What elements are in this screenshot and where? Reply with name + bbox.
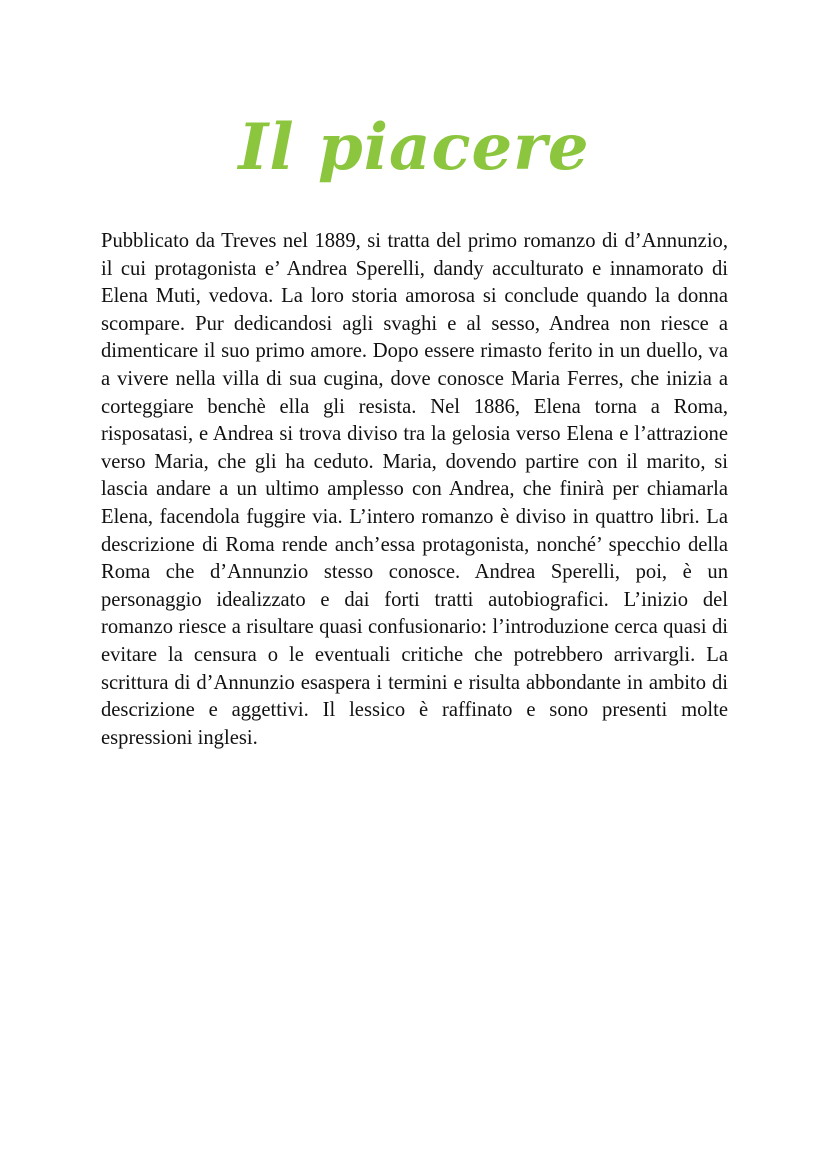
document-title: Il piacere xyxy=(238,110,590,185)
document-body-paragraph: Pubblicato da Treves nel 1889, si tratta del primo romanzo di d’Annunzio, il cui protagonista e’ Andrea Sperelli, dandy acculturato e innamorato di Elena Muti, vedova. La loro storia amorosa si conclude quando la donna scompare. Pur dedicandosi agli svaghi e al sesso, Andrea non riesce a dimenticare il suo primo amore. Dopo essere rimasto ferito in un duello, va a vivere nella villa di sua cugina, dove conosce Maria Ferres, che inizia a corteggiare benchè ella gli resista. Nel 1886, Elena torna a Roma, risposatasi, e Andrea si trova diviso tra la gelosia verso Elena e l’attrazione verso Maria, che gli ha ceduto. Maria, dovendo partire con il marito, si lascia andare a un ultimo amplesso con Andrea, che finirà per chiamarla Elena, facendola fuggire via. L’intero romanzo è diviso in quattro libri. La descrizione di Roma rende anch’essa protagonista, nonché’ specchio della Roma che d’Annunzio stesso conosce. Andrea Sperelli, poi, è un personaggio idealizzato e dai forti tratti autobiografici. L’inizio del romanzo riesce a risultare quasi confusionario: l’introduzione cerca quasi di evitare la censura o le eventuali critiche che potrebbero arrivargli. La scrittura di d’Annunzio esaspera i termini e risulta abbondante in ambito di descrizione e aggettivi. Il lessico è raffinato e sono presenti molte espressioni inglesi. xyxy=(101,230,728,749)
